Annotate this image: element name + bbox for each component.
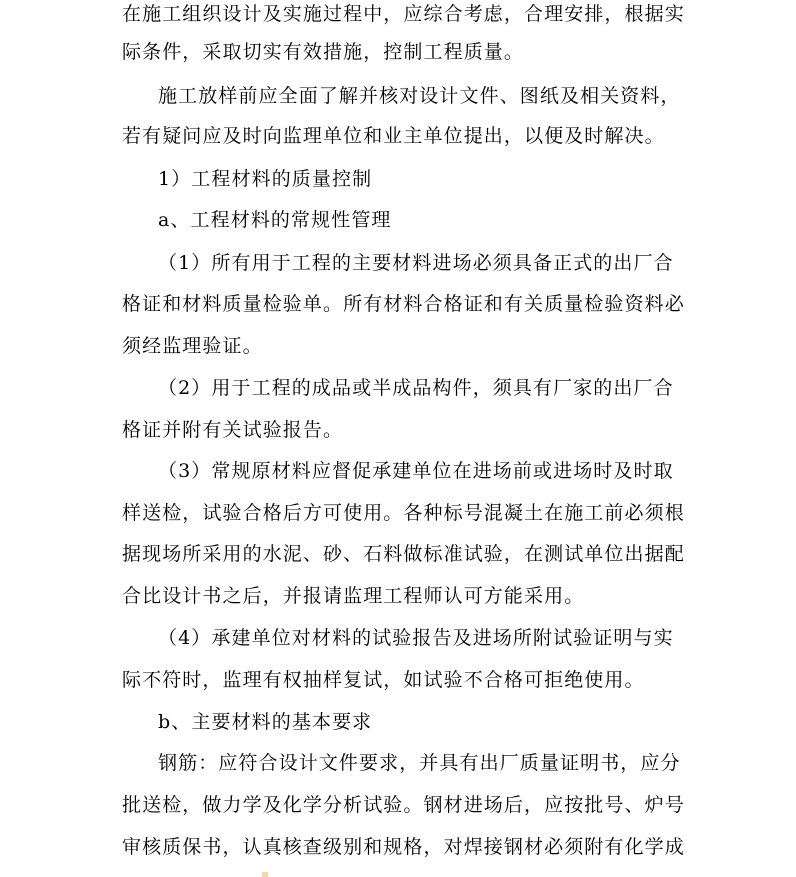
section-heading: 1）工程材料的质量控制 bbox=[158, 168, 373, 190]
text-line: （3）常规原材料应督促承建单位在进场前或进场时及时取 bbox=[158, 460, 674, 482]
text-line: （2）用于工程的成品或半成品构件，须具有厂家的出厂合 bbox=[158, 377, 674, 399]
text-line: 在施工组织设计及实施过程中，应综合考虑，合理安排，根据实 bbox=[122, 3, 685, 25]
text-line: 须经监理验证。 bbox=[122, 335, 263, 357]
text-line: 格证和材料质量检验单。所有材料合格证和有关质量检验资料必 bbox=[122, 293, 685, 315]
text-line: 批送检，做力学及化学分析试验。钢材进场后，应按批号、炉号 bbox=[122, 794, 685, 816]
subsection-heading: b、主要材料的基本要求 bbox=[158, 711, 373, 733]
text-line: 格证并附有关试验报告。 bbox=[122, 419, 344, 441]
subsection-heading: a、工程材料的常规性管理 bbox=[158, 209, 392, 231]
page-edge-mark bbox=[262, 872, 268, 877]
text-line: 合比设计书之后，并报请监理工程师认可方能采用。 bbox=[122, 585, 585, 607]
text-line: 审核质保书，认真核查级别和规格，对焊接钢材必须附有化学成 bbox=[122, 836, 685, 858]
text-line: 施工放样前应全面了解并核对设计文件、图纸及相关资料， bbox=[158, 85, 681, 107]
text-line: 若有疑问应及时向监理单位和业主单位提出，以便及时解决。 bbox=[122, 125, 665, 147]
text-line: 钢筋：应符合设计文件要求，并具有出厂质量证明书，应分 bbox=[158, 752, 681, 774]
text-line: 据现场所采用的水泥、砂、石料做标准试验，在测试单位出据配 bbox=[122, 543, 685, 565]
text-line: 际条件，采取切实有效措施，控制工程质量。 bbox=[122, 41, 525, 63]
text-line: 样送检，试验合格后方可使用。各种标号混凝土在施工前必须根 bbox=[122, 502, 685, 524]
text-line: 际不符时，监理有权抽样复试，如试验不合格可拒绝使用。 bbox=[122, 669, 645, 691]
text-line: （1）所有用于工程的主要材料进场必须具备正式的出厂合 bbox=[158, 252, 674, 274]
text-line: （4）承建单位对材料的试验报告及进场所附试验证明与实 bbox=[158, 627, 674, 649]
